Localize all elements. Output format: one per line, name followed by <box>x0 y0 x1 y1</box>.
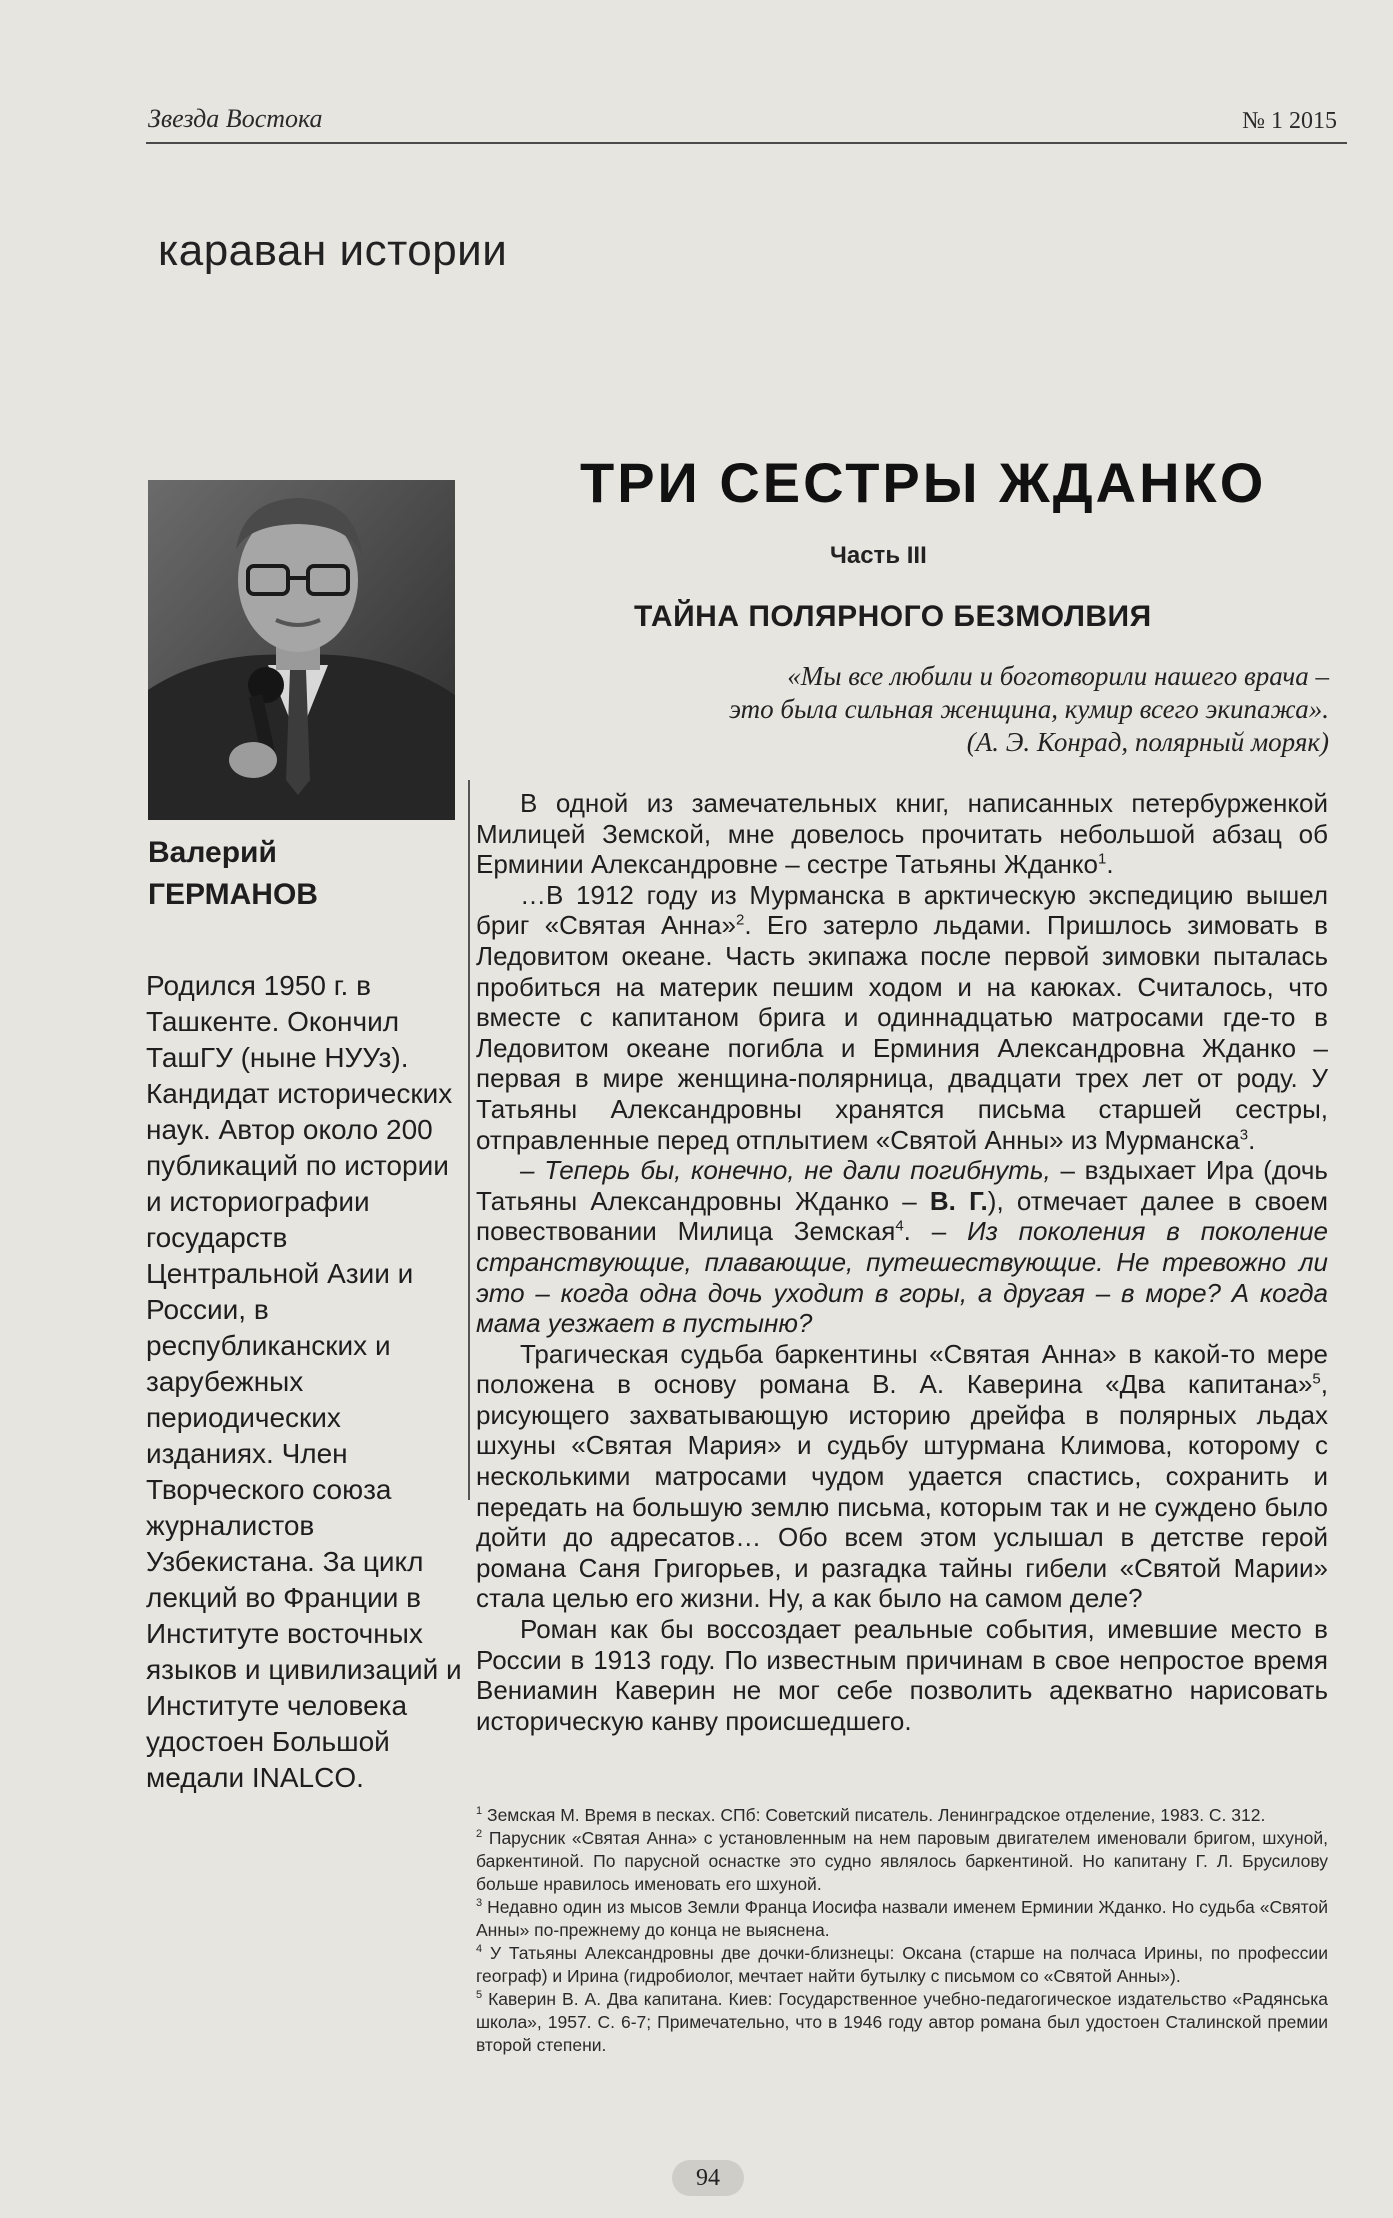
footnote: $^2$ Парусник «Святая Анна» с установленным на нем паровым двигателем именовали бригом, шхуной, баркентиной. По парусной оснастке это судно являлось баркентиной. Но капитану Г. Л. Брусилову больше нравилось именовать его шхуной. <box>476 1828 1328 1894</box>
epigraph-line: «Мы все любили и боготворили нашего врача – <box>787 661 1329 691</box>
epigraph-attribution: (А. Э. Конрад, полярный моряк) <box>966 727 1329 757</box>
footnote-ref[interactable]: 2 <box>735 911 745 929</box>
epigraph <box>569 660 1329 759</box>
footnote-ref[interactable]: 3 <box>1239 1125 1249 1143</box>
footnote-ref[interactable]: 5 <box>1312 1370 1321 1388</box>
footnotes <box>476 1804 1328 2057</box>
footnote: $^4$ У Татьяны Александровны две дочки-близнецы: Оксана (старше на полчаса Ирины, по профессии географ) и Ирина (гидробиолог, мечтает найти бутылку с письмом со «Святой Анны»). <box>476 1943 1328 1986</box>
journal-name: Звезда Востока <box>148 104 323 133</box>
article-part: Часть III <box>830 542 927 569</box>
column-divider <box>468 780 470 1500</box>
paragraph: …В 1912 году из Мурманска в арктическую экспедицию вышел бриг «Святая Анна»$^2$. Его затерло льдами. Пришлось зимовать в Ледовитом океане. Часть экипажа после первой зимовки пыталась пробиться на материк пешим ходом и на каюках. Считалось, что вместе с капитаном брига и одиннадцатью матросами где-то в Ледовитом океане погибла и Ерминия Александровна Жданко – первая в мире женщина-полярница, двадцати трех лет от роду. У Татьяны Александровны хранятся письма старшей сестры, отправленные перед отплытием «Святой Анны» из Мурманска$^3$. <box>476 879 1328 1155</box>
article-body <box>476 788 1328 1736</box>
author-first-name: Валерий <box>148 836 277 869</box>
header-rule <box>146 142 1347 144</box>
footnote: $^5$ Каверин В. А. Два капитана. Киев: Государственное учебно-педагогическое издательство «Радянська школа», 1957. С. 6-7; Примечательно, что в 1946 году автор романа был удостоен Сталинской премии второй степени. <box>476 1989 1328 2055</box>
footnote: $^1$ Земская М. Время в песках. СПб: Советский писатель. Ленинградское отделение, 1983. С. 312. <box>476 1805 1266 1825</box>
paragraph: Трагическая судьба баркентины «Святая Анна» в какой-то мере положена в основу романа В. А. Каверина «Два капитана»$^5$, рисующего захватывающую историю дрейфа в полярных льдах шхуны «Святая Мария» и судьбу штурмана Климова, которому с несколькими матросами чудом удается спастись, сохранить и передать на большую землю письма, которым так и не суждено было дойти до адресатов… Обо всем этом услышал в детстве герой романа Саня Григорьев, и разгадка тайны гибели «Святой Марии» стала целью его жизни. Ну, а как было на самом деле? <box>476 1338 1328 1614</box>
paragraph: Роман как бы воссоздает реальные события, имевшие место в России в 1913 году. По известным причинам в свое непростое время Вениамин Каверин не мог себе позволить адекватно нарисовать историческую канву происшедшего. <box>476 1614 1328 1736</box>
article-subtitle: ТАЙНА ПОЛЯРНОГО БЕЗМОЛВИЯ <box>634 600 1152 633</box>
author-photo <box>148 480 455 820</box>
footnote: $^3$ Недавно один из мысов Земли Франца Иосифа назвали именем Ерминии Жданко. Но судьба «Святой Анны» по-прежнему до конца не выяснена. <box>476 1897 1328 1940</box>
author-last-name: ГЕРМАНОВ <box>148 878 318 911</box>
section-title: караван истории <box>158 226 508 275</box>
footnote-ref[interactable]: 4 <box>895 1217 904 1235</box>
author-bio: Родился 1950 г. в Ташкенте. Окончил ТашГУ (ныне НУУз). Кандидат исторических наук. Автор около 200 публикаций по истории и историографии государств Центральной Азии и России, в республиканских и зарубежных периодических изданиях. Член Творческого союза журналистов Узбекистана. За цикл лекций во Франции в Институте восточных языков и цивилизаций и Институте человека удостоен Большой медали INALCO. <box>146 970 462 1793</box>
paragraph: В одной из замечательных книг, написанных петербурженкой Милицей Земской, мне довелось прочитать небольшой абзац об Ерминии Александровне – сестре Татьяны Жданко$^1$. <box>476 788 1328 880</box>
footnote-ref[interactable]: 1 <box>1097 850 1107 868</box>
article-title: ТРИ СЕСТРЫ ЖДАНКО <box>580 451 1267 514</box>
issue-number: № 1 2015 <box>1242 108 1337 134</box>
page-number: 94 <box>672 2160 744 2196</box>
epigraph-line: это была сильная женщина, кумир всего экипажа». <box>729 694 1329 724</box>
paragraph: – Теперь бы, конечно, не дали погибнуть, – вздыхает Ира (дочь Татьяны Александровны Жданко – В. Г.), отмечает далее в своем повествовании Милица Земская$^4$. – Из поколения в поколение странствующие, плавающие, путешествующие. Не тревожно ли это – когда одна дочь уходит в горы, а другая – в море? А когда мама уезжает в пустыню? <box>476 1155 1328 1339</box>
